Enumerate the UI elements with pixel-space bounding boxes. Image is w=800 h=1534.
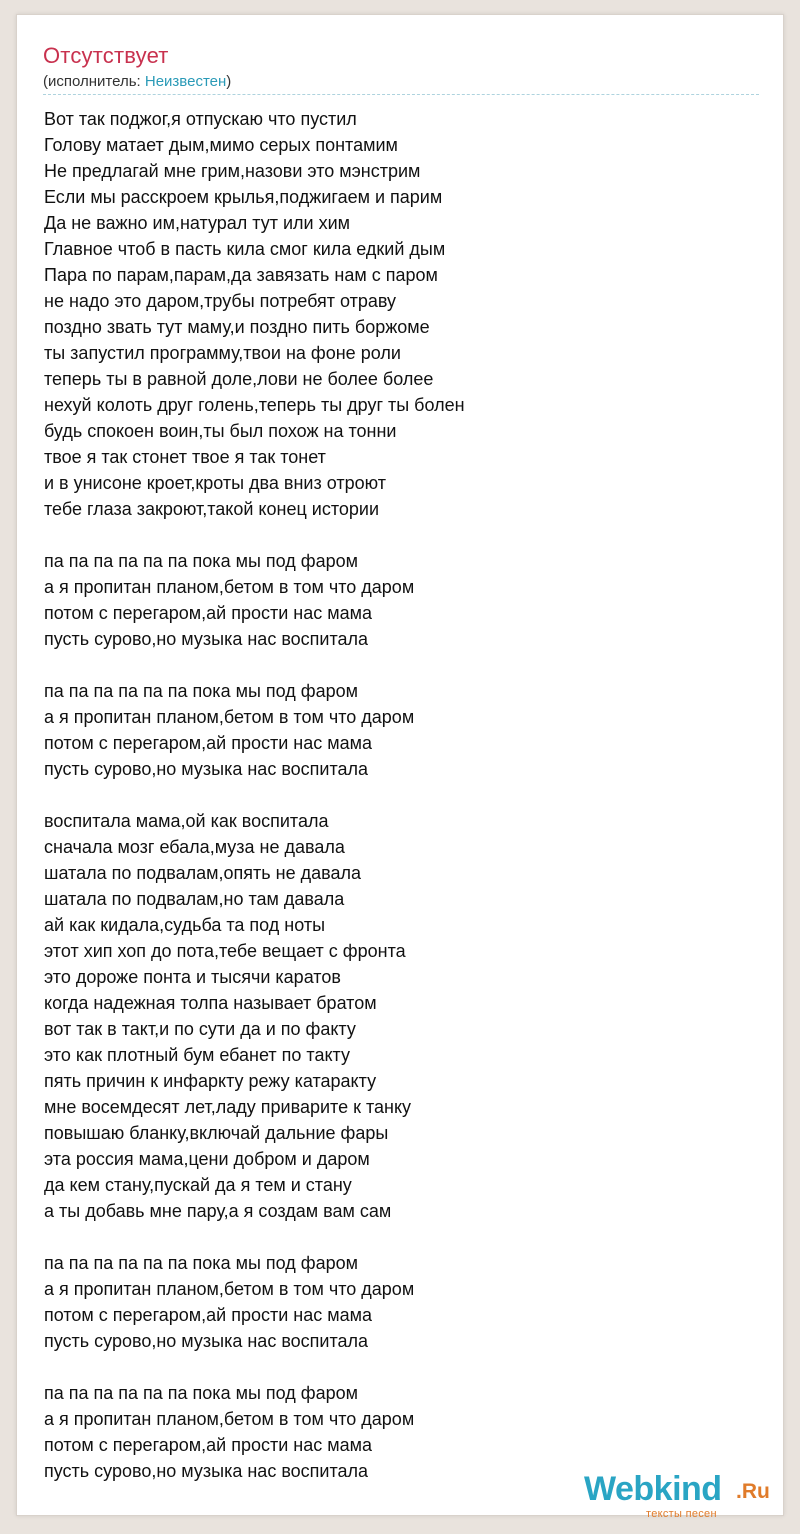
- lyric-line: воспитала мама,ой как воспитала: [44, 811, 329, 831]
- lyric-line: это дороже понта и тысячи каратов: [44, 967, 341, 987]
- lyric-line: не надо это даром,трубы потребят отраву: [44, 291, 397, 311]
- artist-suffix: ): [226, 73, 232, 90]
- lyric-line: ай как кидала,судьба та под ноты: [44, 915, 326, 935]
- lyric-line: пусть сурово,но музыка нас воспитала: [44, 1461, 369, 1481]
- lyric-line: поздно звать тут маму,и поздно пить боржоме: [44, 317, 430, 337]
- lyric-line: да кем стану,пускай да я тем и стану: [44, 1175, 352, 1195]
- lyric-line: шатала по подвалам,но там давала: [44, 889, 345, 909]
- lyric-line: твое я так стонет твое я так тонет: [44, 447, 326, 467]
- lyric-line: Если мы расскроем крылья,поджигаем и парим: [44, 187, 443, 207]
- lyric-line: и в унисоне кроет,кроты два вниз отроют: [44, 473, 386, 493]
- lyric-line: шатала по подвалам,опять не давала: [44, 863, 361, 883]
- lyric-line: ты запустил программу,твои на фоне роли: [44, 343, 401, 363]
- lyric-line: потом с перегаром,ай прости нас мама: [44, 1305, 373, 1325]
- lyrics-text: [44, 106, 764, 1484]
- lyric-line: это как плотный бум ебанет по такту: [44, 1045, 350, 1065]
- lyric-line: потом с перегаром,ай прости нас мама: [44, 1435, 373, 1455]
- lyric-line: потом с перегаром,ай прости нас мама: [44, 733, 373, 753]
- lyric-line: Не предлагай мне грим,назови это мэнстрим: [44, 161, 421, 181]
- lyric-line: будь спокоен воин,ты был похож на тонни: [44, 421, 397, 441]
- lyric-line: а ты добавь мне пару,а я создам вам сам: [44, 1201, 392, 1221]
- lyric-line: Пара по парам,парам,да завязать нам с паром: [44, 265, 438, 285]
- header-divider: [43, 94, 759, 95]
- lyric-line: пусть сурово,но музыка нас воспитала: [44, 759, 369, 779]
- stanza-break: [44, 1224, 764, 1250]
- lyric-line: а я пропитан планом,бетом в том что даром: [44, 707, 415, 727]
- lyric-line: Голову матает дым,мимо серых понтамим: [44, 135, 398, 155]
- lyric-line: а я пропитан планом,бетом в том что даром: [44, 1279, 415, 1299]
- stanza-break: [44, 782, 764, 808]
- lyric-line: а я пропитан планом,бетом в том что даром: [44, 577, 415, 597]
- lyric-line: нехуй колоть друг голень,теперь ты друг ты болен: [44, 395, 465, 415]
- lyric-line: Да не важно им,натурал тут или хим: [44, 213, 351, 233]
- site-logo[interactable]: [584, 1470, 784, 1518]
- logo-tagline: тексты песен: [646, 1508, 717, 1520]
- artist-line: [43, 73, 231, 90]
- lyric-line: сначала мозг ебала,муза не давала: [44, 837, 345, 857]
- lyric-line: этот хип хоп до пота,тебе вещает с фронта: [44, 941, 406, 961]
- lyric-line: па па па па па па пока мы под фаром: [44, 551, 358, 571]
- lyric-line: па па па па па па пока мы под фаром: [44, 1253, 358, 1273]
- lyric-line: вот так в такт,и по сути да и по факту: [44, 1019, 356, 1039]
- lyric-line: когда надежная толпа называет братом: [44, 993, 377, 1013]
- artist-prefix: (исполнитель:: [43, 73, 145, 90]
- lyric-line: мне восемдесят лет,ладу приварите к танку: [44, 1097, 412, 1117]
- lyric-line: па па па па па па пока мы под фаром: [44, 1383, 358, 1403]
- lyric-line: потом с перегаром,ай прости нас мама: [44, 603, 373, 623]
- stanza-break: [44, 1354, 764, 1380]
- lyric-line: пусть сурово,но музыка нас воспитала: [44, 629, 369, 649]
- lyric-line: теперь ты в равной доле,лови не более более: [44, 369, 434, 389]
- lyrics-page: [16, 14, 784, 1520]
- lyric-line: Вот так поджог,я отпускаю что пустил: [44, 109, 357, 129]
- artist-link[interactable]: Неизвестен: [144, 73, 227, 90]
- lyric-line: эта россия мама,цени добром и даром: [44, 1149, 370, 1169]
- song-title: Отсутствует: [43, 43, 169, 68]
- lyric-line: па па па па па па пока мы под фаром: [44, 681, 358, 701]
- stanza-break: [44, 522, 764, 548]
- logo-domain: .Ru: [736, 1480, 770, 1503]
- lyric-line: пусть сурово,но музыка нас воспитала: [44, 1331, 369, 1351]
- stanza-break: [44, 652, 764, 678]
- lyric-line: повышаю бланку,включай дальние фары: [44, 1123, 389, 1143]
- lyric-line: пять причин к инфаркту режу катаракту: [44, 1071, 377, 1091]
- logo-wordmark: Webkind: [584, 1470, 722, 1508]
- lyric-line: Главное чтоб в пасть кила смог кила едкий дым: [44, 239, 446, 259]
- lyric-line: а я пропитан планом,бетом в том что даром: [44, 1409, 415, 1429]
- lyric-line: тебе глаза закроют,такой конец истории: [44, 499, 380, 519]
